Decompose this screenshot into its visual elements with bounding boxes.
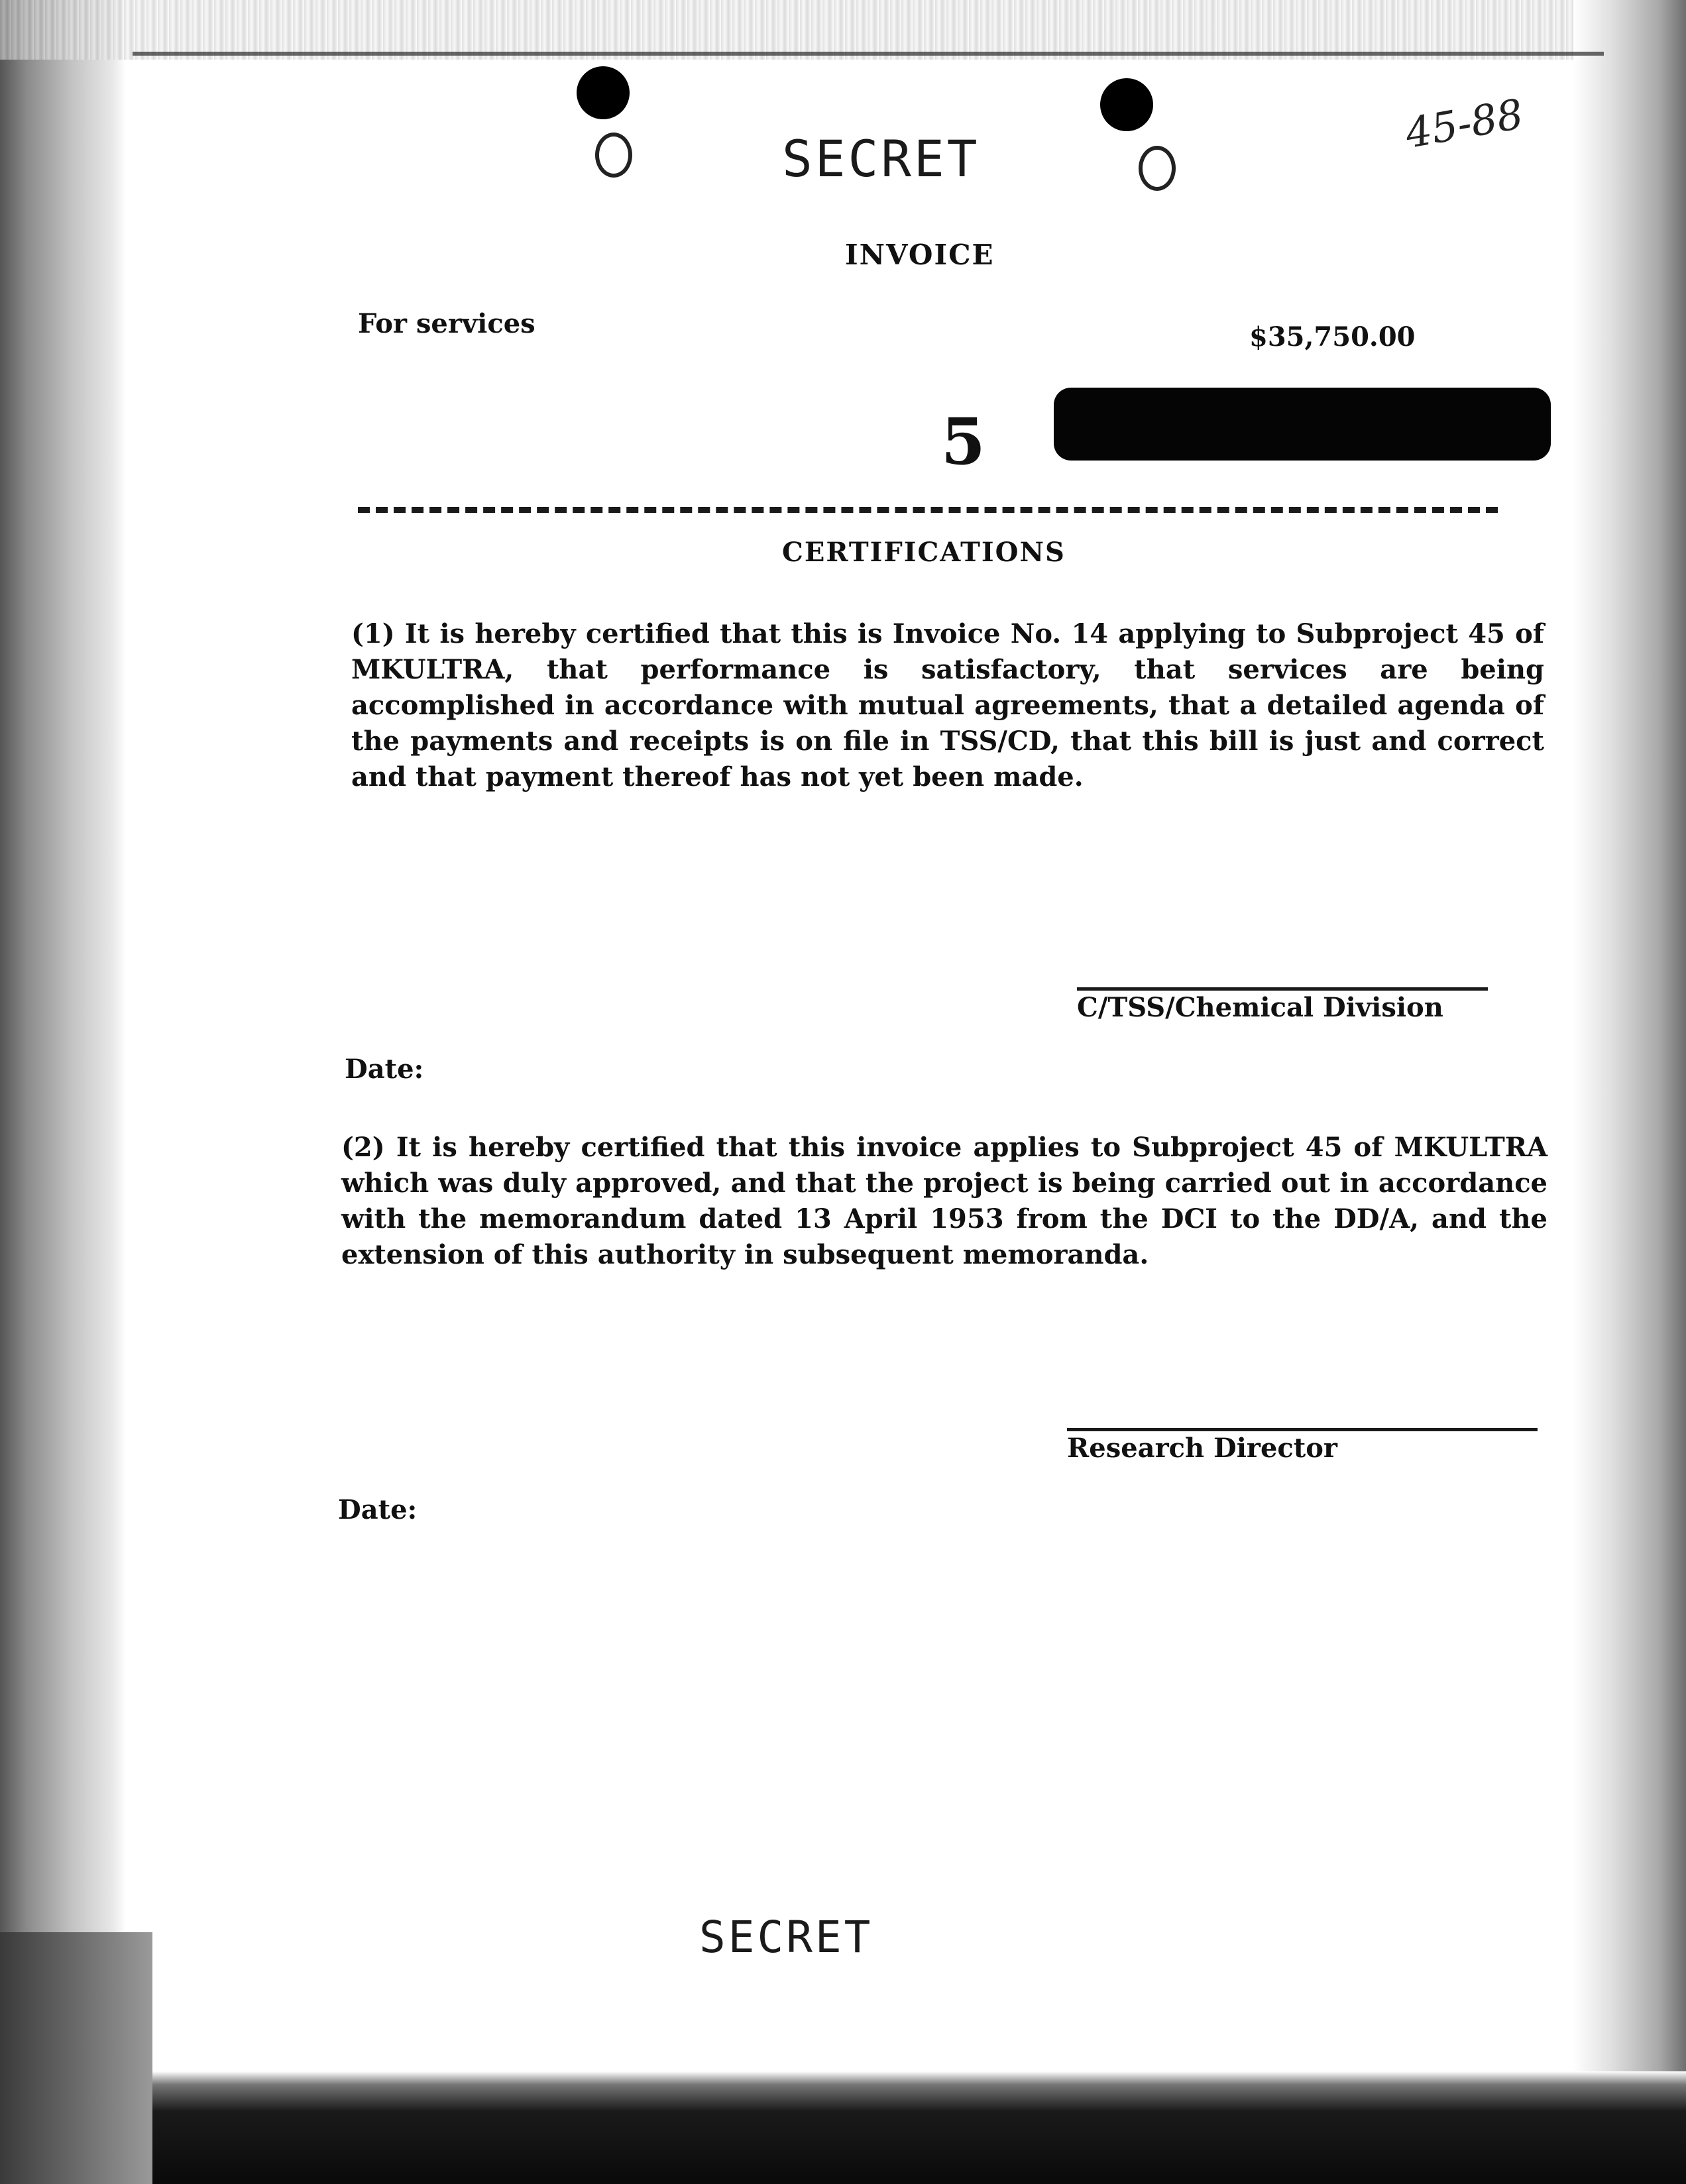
signature-line-2 [1067, 1428, 1538, 1431]
page-edge-top [133, 52, 1604, 56]
scan-corner-bottom-left [0, 1932, 152, 2184]
scan-border-top [0, 0, 1686, 60]
redaction-bar [1054, 388, 1551, 461]
classification-stamp-top: SECRET [782, 129, 980, 188]
signatory-1: C/TSS/Chemical Division [1077, 992, 1443, 1023]
punch-hole-right [1100, 78, 1153, 131]
ring-mark-left [595, 133, 632, 178]
invoice-title: INVOICE [845, 239, 995, 271]
classification-stamp-bottom: SECRET [699, 1912, 873, 1963]
signature-line-1 [1077, 987, 1488, 991]
invoice-amount: $35,750.00 [1249, 321, 1416, 353]
redaction-prefix: 5 [941, 404, 985, 479]
handwritten-reference: 45-88 [1402, 89, 1527, 158]
scan-border-left [0, 0, 126, 2184]
signatory-2: Research Director [1067, 1433, 1338, 1464]
certifications-heading: CERTIFICATIONS [782, 537, 1066, 568]
certification-paragraph-1: (1) It is hereby certified that this is Invoice No. 14 applying to Subproject 45 of MKULTRA, that performance is satisfactory, that services are being accomplished in accordance with mutual agreements, that a detailed agenda of the payments and receipts is on file in TSS/CD, that this bill is just and correct and that payment thereof has not yet been made. [351, 618, 1544, 792]
certification-paragraph-2: (2) It is hereby certified that this invoice applies to Subproject 45 of MKULTRA which was duly approved, and that the project is being carried out in accordance with the memorandum dated 13 April 1953 from the DCI to the DD/A, and the extension of this authority in subsequent memoranda. [341, 1132, 1547, 1270]
scan-border-right [1573, 0, 1686, 2184]
punch-hole-left [577, 66, 630, 119]
dashed-separator [358, 507, 1498, 513]
date-label-2: Date: [338, 1494, 418, 1525]
date-label-1: Date: [345, 1054, 424, 1085]
for-services-label: For services [358, 308, 535, 339]
ring-mark-right [1139, 146, 1176, 191]
scan-border-bottom [0, 2071, 1686, 2184]
